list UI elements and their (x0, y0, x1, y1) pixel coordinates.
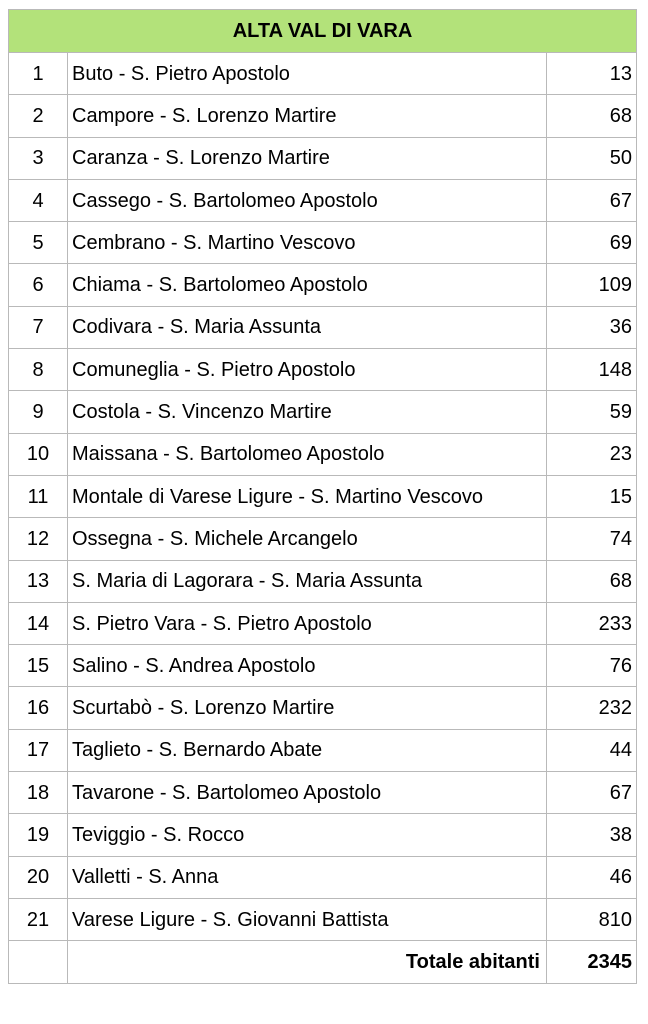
table-row (9, 814, 637, 856)
row-number: 13 (9, 560, 68, 602)
inhabitants-value: 74 (547, 518, 637, 560)
inhabitants-value: 148 (547, 349, 637, 391)
table-row (9, 391, 637, 433)
inhabitants-value: 44 (547, 729, 637, 771)
row-number: 18 (9, 772, 68, 814)
table-row (9, 475, 637, 517)
row-number: 8 (9, 349, 68, 391)
parish-population-table (8, 9, 637, 984)
inhabitants-value: 23 (547, 433, 637, 475)
parish-name: Varese Ligure - S. Giovanni Battista (68, 898, 547, 940)
table-row (9, 306, 637, 348)
table-row (9, 602, 637, 644)
row-number: 10 (9, 433, 68, 475)
total-row (9, 941, 637, 983)
parish-name: Codivara - S. Maria Assunta (68, 306, 547, 348)
total-empty-cell (9, 941, 68, 983)
parish-name: Cassego - S. Bartolomeo Apostolo (68, 179, 547, 221)
inhabitants-value: 76 (547, 645, 637, 687)
row-number: 15 (9, 645, 68, 687)
parish-name: Cembrano - S. Martino Vescovo (68, 222, 547, 264)
row-number: 4 (9, 179, 68, 221)
inhabitants-value: 68 (547, 95, 637, 137)
inhabitants-value: 67 (547, 179, 637, 221)
row-number: 17 (9, 729, 68, 771)
row-number: 20 (9, 856, 68, 898)
row-number: 19 (9, 814, 68, 856)
parish-name: Chiama - S. Bartolomeo Apostolo (68, 264, 547, 306)
row-number: 9 (9, 391, 68, 433)
inhabitants-value: 68 (547, 560, 637, 602)
inhabitants-value: 15 (547, 475, 637, 517)
table-row (9, 137, 637, 179)
parish-name: Taglieto - S. Bernardo Abate (68, 729, 547, 771)
inhabitants-value: 232 (547, 687, 637, 729)
table-row (9, 772, 637, 814)
inhabitants-value: 46 (547, 856, 637, 898)
table-row (9, 687, 637, 729)
row-number: 11 (9, 475, 68, 517)
inhabitants-value: 36 (547, 306, 637, 348)
table-row (9, 179, 637, 221)
table-row (9, 433, 637, 475)
table-row (9, 95, 637, 137)
table-row (9, 222, 637, 264)
table-row (9, 53, 637, 95)
table-row (9, 645, 637, 687)
table-row (9, 518, 637, 560)
inhabitants-value: 67 (547, 772, 637, 814)
parish-name: Campore - S. Lorenzo Martire (68, 95, 547, 137)
parish-name: Montale di Varese Ligure - S. Martino Vescovo (68, 475, 547, 517)
parish-name: Buto - S. Pietro Apostolo (68, 53, 547, 95)
inhabitants-value: 810 (547, 898, 637, 940)
total-value: 2345 (547, 941, 637, 983)
parish-name: Scurtabò - S. Lorenzo Martire (68, 687, 547, 729)
inhabitants-value: 59 (547, 391, 637, 433)
table-row (9, 898, 637, 940)
parish-name: S. Maria di Lagorara - S. Maria Assunta (68, 560, 547, 602)
row-number: 5 (9, 222, 68, 264)
parish-name: Costola - S. Vincenzo Martire (68, 391, 547, 433)
parish-name: Ossegna - S. Michele Arcangelo (68, 518, 547, 560)
inhabitants-value: 233 (547, 602, 637, 644)
total-label: Totale abitanti (68, 941, 547, 983)
table-row (9, 856, 637, 898)
row-number: 7 (9, 306, 68, 348)
table-body (9, 53, 637, 941)
parish-name: Salino - S. Andrea Apostolo (68, 645, 547, 687)
row-number: 3 (9, 137, 68, 179)
parish-name: Caranza - S. Lorenzo Martire (68, 137, 547, 179)
inhabitants-value: 50 (547, 137, 637, 179)
parish-name: Teviggio - S. Rocco (68, 814, 547, 856)
inhabitants-value: 109 (547, 264, 637, 306)
parish-name: Valletti - S. Anna (68, 856, 547, 898)
table-row (9, 729, 637, 771)
inhabitants-value: 69 (547, 222, 637, 264)
table-row (9, 264, 637, 306)
row-number: 12 (9, 518, 68, 560)
table-title: ALTA VAL DI VARA (9, 10, 637, 53)
row-number: 2 (9, 95, 68, 137)
parish-name: S. Pietro Vara - S. Pietro Apostolo (68, 602, 547, 644)
row-number: 16 (9, 687, 68, 729)
parish-name: Tavarone - S. Bartolomeo Apostolo (68, 772, 547, 814)
inhabitants-value: 13 (547, 53, 637, 95)
table-row (9, 560, 637, 602)
row-number: 1 (9, 53, 68, 95)
row-number: 21 (9, 898, 68, 940)
parish-name: Comuneglia - S. Pietro Apostolo (68, 349, 547, 391)
header-row (9, 10, 637, 53)
row-number: 14 (9, 602, 68, 644)
row-number: 6 (9, 264, 68, 306)
table-row (9, 349, 637, 391)
inhabitants-value: 38 (547, 814, 637, 856)
parish-name: Maissana - S. Bartolomeo Apostolo (68, 433, 547, 475)
